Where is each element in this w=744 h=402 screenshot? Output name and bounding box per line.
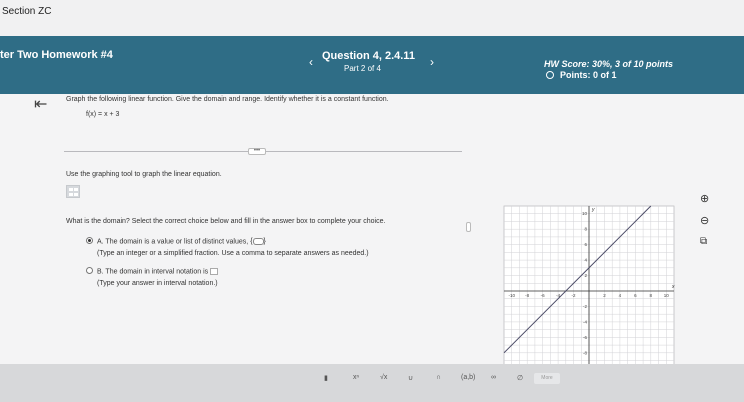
x-tick-label: -8 [525,293,530,298]
y-tick-label: 2 [584,273,587,279]
zoom-out-icon[interactable]: ⊖ [700,215,710,227]
y-tick-label: 6 [584,242,587,248]
popout-icon[interactable]: ⧉ [700,236,708,247]
question-title: Question 4, 2.4.11 [322,50,415,62]
graphing-tool-icon[interactable] [66,185,80,198]
option-a-answer-box[interactable]: { } [250,238,266,246]
back-to-start-icon[interactable]: ⇤ [34,96,48,113]
x-tick-label: 4 [618,293,622,298]
interval-tool-button[interactable]: (a,b) [461,374,476,381]
top-bar [0,0,744,36]
option-a-text [97,238,266,245]
zoom-in-icon[interactable]: ⊕ [700,193,710,205]
option-a-radio[interactable] [86,237,93,244]
y-tick-label: -6 [582,334,587,340]
assignment-header [0,36,744,94]
intersection-tool-button[interactable]: ∩ [436,374,442,381]
domain-question: What is the domain? Select the correct choice below and fill in the answer box to complete your choice. [66,218,386,225]
question-prompt: Graph the following linear function. Give the domain and range. Identify whether it is a constant function. [66,96,389,103]
x-tick-label: -4 [556,293,561,298]
x-tick-label: -6 [540,293,545,298]
infinity-tool-button[interactable]: ∞ [491,374,496,381]
y-tick-label: 10 [581,211,587,217]
y-tick-label: -4 [582,319,587,325]
coordinate-graph[interactable] [496,198,682,384]
option-b-hint: (Type your answer in interval notation.) [97,280,218,287]
math-toolbar [0,364,744,402]
x-axis-label: x [672,284,675,290]
points: Points: 0 of 1 [560,70,617,80]
y-tick-label: -2 [582,303,587,309]
more-tools-button[interactable]: More [534,373,560,384]
option-b-text [97,268,218,275]
points-circle-icon [546,71,554,79]
previous-question-button[interactable]: ‹ [309,55,313,69]
function-expression: f(x) = x + 3 [86,111,120,118]
section-title: Section ZC [2,6,52,17]
question-content [0,94,744,364]
x-tick-label: 2 [603,293,606,298]
fraction-tool-button[interactable]: ▮ [324,375,328,382]
y-tick-label: 4 [584,257,587,263]
union-tool-button[interactable]: ∪ [408,375,414,382]
next-question-button[interactable]: › [430,55,434,69]
sqrt-tool-button[interactable]: √x [380,374,388,381]
x-tick-label: 10 [663,293,669,298]
exponent-tool-button[interactable]: xⁿ [353,374,360,381]
option-a-hint: (Type an integer or a simplified fraction. Use a comma to separate answers as needed.) [97,250,369,257]
x-tick-label: 6 [634,293,637,298]
y-axis-label: y [592,207,595,213]
option-b-label: B. The domain in interval notation is [97,268,209,276]
empty-set-tool-button[interactable]: ∅ [517,375,524,382]
y-tick-label: 8 [584,226,587,232]
y-tick-label: -8 [582,350,587,356]
option-a-label: A. The domain is a value or list of distinct values, [97,238,249,246]
homework-title: ter Two Homework #4 [0,49,113,61]
hw-score: HW Score: 30%, 3 of 10 points [544,59,674,69]
graph-instruction: Use the graphing tool to graph the linear equation. [66,171,222,178]
x-tick-label: 8 [649,293,653,298]
x-tick-label: -2 [571,293,576,298]
scroll-handle[interactable] [466,222,471,232]
option-b-radio[interactable] [86,267,93,274]
expand-more-button[interactable]: ••• [248,148,266,155]
x-tick-label: -10 [508,293,515,298]
option-b-answer-box[interactable] [210,268,218,275]
question-part: Part 2 of 4 [344,64,381,73]
